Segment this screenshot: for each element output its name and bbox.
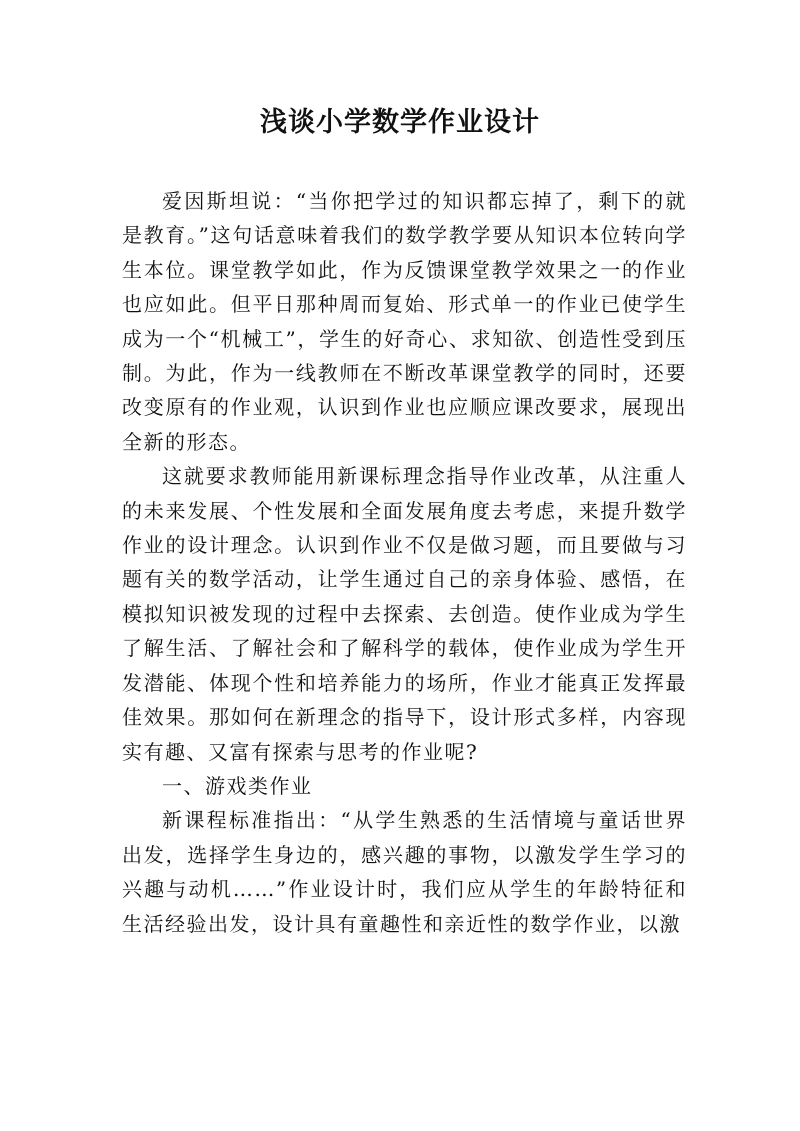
paragraph-intro: 爱因斯坦说：“当你把学过的知识都忘掉了，剩下的就是教育。”这句话意味着我们的数学教学要从知识本位转向学生本位。课堂教学如此，作为反馈课堂教学效果之一的作业也应如此。但平日那种周而复始、形式单一的作业已使学生成为一个“机械工”，学生的好奇心、求知欲、创造性受到压制。为此，作为一线教师在不断改革课堂教学的同时，还要改变原有的作业观，认识到作业也应顺应课改要求，展现出全新的形态。 xyxy=(122,189,687,454)
document-body xyxy=(122,184,687,941)
document-title: 浅谈小学数学作业设计 xyxy=(260,107,540,138)
section-heading-game-homework: 一、游戏类作业 xyxy=(162,773,313,798)
paragraph-requirements: 这就要求教师能用新课标理念指导作业改革，从注重人的未来发展、个性发展和全面发展角度去考虑，来提升数学作业的设计理念。认识到作业不仅是做习题，而且要做与习题有关的数学活动，让学生通过自己的亲身体验、感悟，在模拟知识被发现的过程中去探索、去创造。使作业成为学生了解生活、了解社会和了解科学的载体，使作业成为学生开发潜能、体现个性和培养能力的场所，作业才能真正发挥最佳效果。那如何在新理念的指导下，设计形式多样，内容现实有趣、又富有探索与思考的作业呢? xyxy=(122,464,687,764)
paragraph-curriculum-standard: 新课程标准指出：“从学生熟悉的生活情境与童话世界出发，选择学生身边的，感兴趣的事物，以激发学生学习的兴趣与动机……”作业设计时，我们应从学生的年龄特征和生活经验出发，设计具有童趣性和亲近性的数学作业，以激 xyxy=(122,808,687,936)
